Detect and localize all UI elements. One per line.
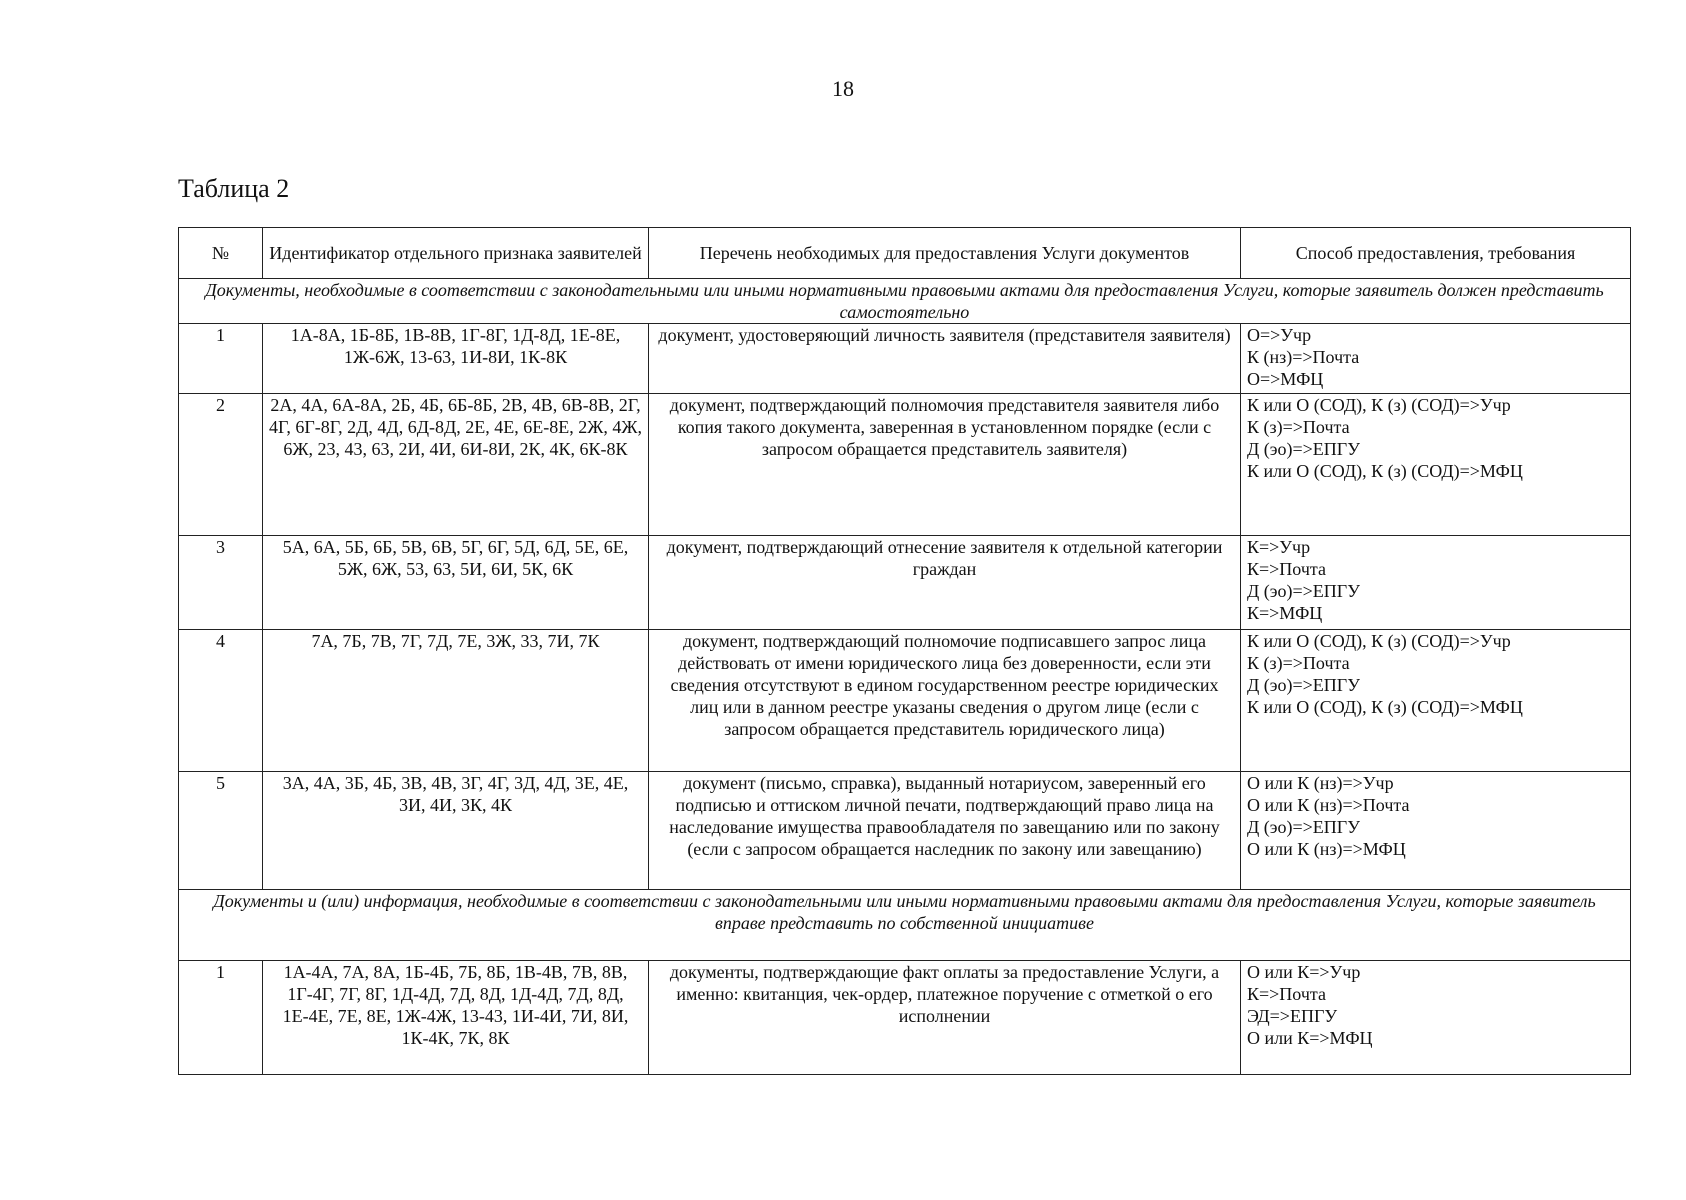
row-document: документ, подтверждающий отнесение заявителя к отдельной категории граждан xyxy=(649,536,1241,630)
row-methods xyxy=(1241,536,1631,630)
page-number: 18 xyxy=(832,76,854,101)
method-line: ЭД=>ЕПГУ xyxy=(1247,1006,1338,1026)
documents-table xyxy=(178,227,1631,1075)
row-number: 3 xyxy=(179,536,263,630)
method-line: О или К=>Учр xyxy=(1247,962,1361,982)
method-line: К или О (СОД), К (з) (СОД)=>Учр xyxy=(1247,631,1511,651)
method-line: Д (эо)=>ЕПГУ xyxy=(1247,439,1360,459)
row-methods xyxy=(1241,772,1631,890)
section-title: Документы и (или) информация, необходимые в соответствии с законодательными или иными нормативными правовыми актами для предоставления Услуги, которые заявитель вправе представить по собственной инициативе xyxy=(179,890,1631,961)
table-row xyxy=(179,536,1631,630)
header-identifier: Идентификатор отдельного признака заявителей xyxy=(263,228,649,279)
table-title: Таблица 2 xyxy=(178,174,290,203)
row-identifier: 1А-4А, 7А, 8А, 1Б-4Б, 7Б, 8Б, 1В-4В, 7В, 8В, 1Г-4Г, 7Г, 8Г, 1Д-4Д, 7Д, 8Д, 1Д-4Д, 7Д, 8Д, 1Е-4Е, 7Е, 8Е, 1Ж-4Ж, 13-43, 1И-4И, 7И, 8И, 1К-4К, 7К, 8К xyxy=(263,961,649,1075)
header-num: № xyxy=(179,228,263,279)
row-document: документ, удостоверяющий личность заявителя (представителя заявителя) xyxy=(649,324,1241,394)
row-document: документы, подтверждающие факт оплаты за предоставление Услуги, а именно: квитанция, чек-ордер, платежное поручение с отметкой о его исполнении xyxy=(649,961,1241,1075)
method-line: К (з)=>Почта xyxy=(1247,417,1350,437)
method-line: Д (эо)=>ЕПГУ xyxy=(1247,817,1360,837)
method-line: К (з)=>Почта xyxy=(1247,653,1350,673)
row-number: 2 xyxy=(179,394,263,536)
method-line: К или О (СОД), К (з) (СОД)=>Учр xyxy=(1247,395,1511,415)
section-title: Документы, необходимые в соответствии с законодательными или иными нормативными правовыми актами для предоставления Услуги, которые заявитель должен представить самостоятельно xyxy=(179,279,1631,324)
row-number: 1 xyxy=(179,961,263,1075)
row-identifier: 7А, 7Б, 7В, 7Г, 7Д, 7Е, 3Ж, 33, 7И, 7К xyxy=(263,630,649,772)
method-line: Д (эо)=>ЕПГУ xyxy=(1247,675,1360,695)
table-header-row xyxy=(179,228,1631,279)
method-line: О или К (нз)=>Учр xyxy=(1247,773,1394,793)
method-line: О или К (нз)=>Почта xyxy=(1247,795,1410,815)
row-document: документ (письмо, справка), выданный нотариусом, заверенный его подписью и оттиском личной печати, подтверждающий право лица на наследование имущества правообладателя по завещанию или по закону (если с запросом обращается наследник по закону или завещанию) xyxy=(649,772,1241,890)
row-number: 1 xyxy=(179,324,263,394)
method-line: О=>МФЦ xyxy=(1247,369,1324,389)
row-identifier: 5А, 6А, 5Б, 6Б, 5В, 6В, 5Г, 6Г, 5Д, 6Д, 5Е, 6Е, 5Ж, 6Ж, 53, 63, 5И, 6И, 5К, 6К xyxy=(263,536,649,630)
header-documents: Перечень необходимых для предоставления Услуги документов xyxy=(649,228,1241,279)
method-line: К=>Учр xyxy=(1247,537,1311,557)
row-methods xyxy=(1241,324,1631,394)
table-row xyxy=(179,630,1631,772)
row-identifier: 1А-8А, 1Б-8Б, 1В-8В, 1Г-8Г, 1Д-8Д, 1Е-8Е, 1Ж-6Ж, 13-63, 1И-8И, 1К-8К xyxy=(263,324,649,394)
section-row xyxy=(179,279,1631,324)
method-line: О или К=>МФЦ xyxy=(1247,1028,1373,1048)
row-methods xyxy=(1241,961,1631,1075)
table-row xyxy=(179,961,1631,1075)
row-number: 4 xyxy=(179,630,263,772)
method-line: К=>Почта xyxy=(1247,984,1326,1004)
row-document: документ, подтверждающий полномочие подписавшего запрос лица действовать от имени юридического лица без доверенности, если эти сведения отсутствуют в едином государственном реестре юридических лиц или в данном реестре указаны сведения о другом лице (если с запросом обращается представитель юридического лица) xyxy=(649,630,1241,772)
row-number: 5 xyxy=(179,772,263,890)
header-method: Способ предоставления, требования xyxy=(1241,228,1631,279)
method-line: О=>Учр xyxy=(1247,325,1312,345)
row-identifier: 2А, 4А, 6А-8А, 2Б, 4Б, 6Б-8Б, 2В, 4В, 6В-8В, 2Г, 4Г, 6Г-8Г, 2Д, 4Д, 6Д-8Д, 2Е, 4Е, 6Е-8Е, 2Ж, 4Ж, 6Ж, 23, 43, 63, 2И, 4И, 6И-8И, 2К, 4К, 6К-8К xyxy=(263,394,649,536)
method-line: Д (эо)=>ЕПГУ xyxy=(1247,581,1360,601)
row-document: документ, подтверждающий полномочия представителя заявителя либо копия такого документа, заверенная в установленном порядке (если с запросом обращается представитель заявителя) xyxy=(649,394,1241,536)
section-row xyxy=(179,890,1631,961)
row-methods xyxy=(1241,630,1631,772)
row-methods xyxy=(1241,394,1631,536)
table-row xyxy=(179,394,1631,536)
method-line: О или К (нз)=>МФЦ xyxy=(1247,839,1406,859)
row-identifier: 3А, 4А, 3Б, 4Б, 3В, 4В, 3Г, 4Г, 3Д, 4Д, 3Е, 4Е, 3И, 4И, 3К, 4К xyxy=(263,772,649,890)
method-line: К=>МФЦ xyxy=(1247,603,1323,623)
method-line: К=>Почта xyxy=(1247,559,1326,579)
method-line: К или О (СОД), К (з) (СОД)=>МФЦ xyxy=(1247,461,1523,481)
method-line: К (нз)=>Почта xyxy=(1247,347,1360,367)
table-row xyxy=(179,772,1631,890)
table-row xyxy=(179,324,1631,394)
method-line: К или О (СОД), К (з) (СОД)=>МФЦ xyxy=(1247,697,1523,717)
